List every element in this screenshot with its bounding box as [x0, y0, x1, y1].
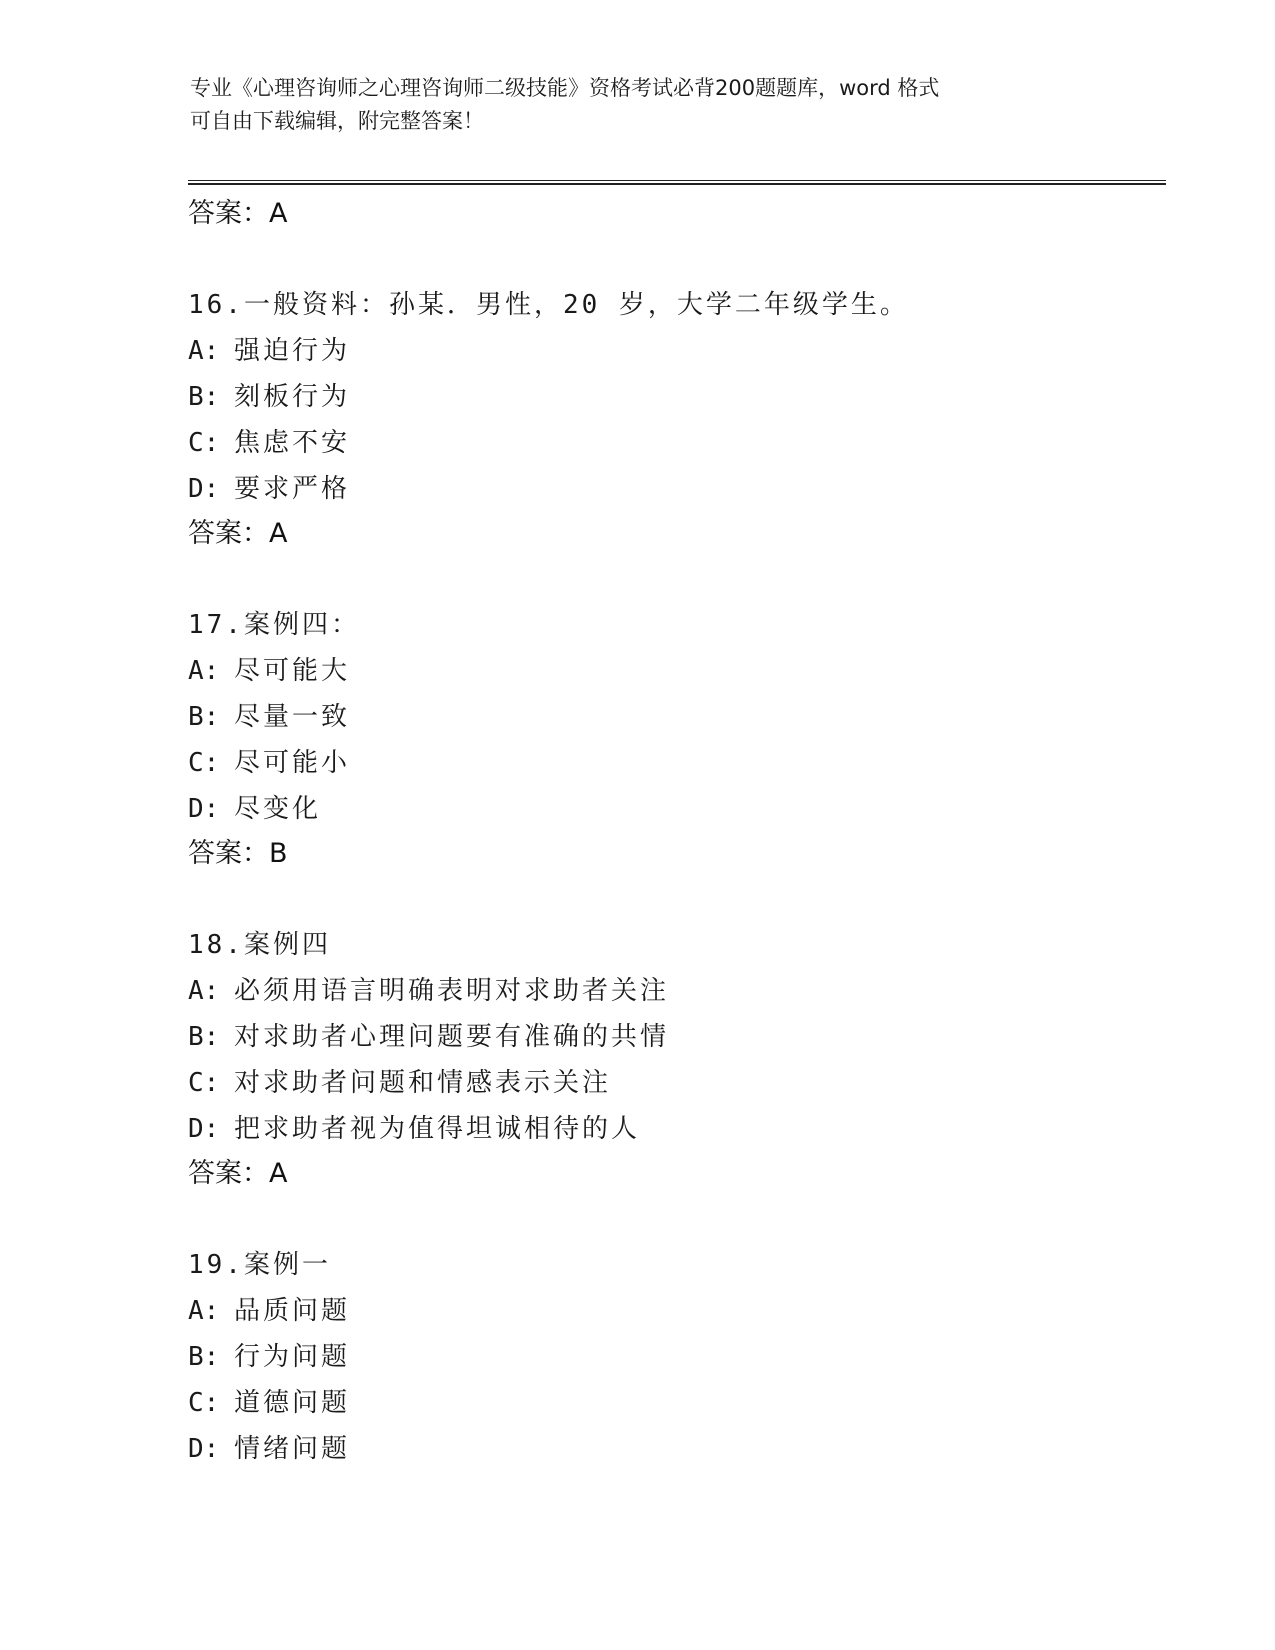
option-letter: C:: [188, 748, 220, 778]
answer-line: 答案：B: [188, 838, 288, 869]
previous-answer: 答案：A: [188, 198, 288, 229]
option-d: [188, 786, 1168, 832]
option-text: 刻板行为: [234, 382, 351, 412]
header-divider: [188, 180, 1166, 185]
document-header: [190, 72, 1090, 138]
question-block: [188, 922, 1168, 1198]
option-text: 尽量一致: [234, 702, 351, 732]
option-text: 行为问题: [234, 1342, 351, 1372]
option-letter: D:: [188, 474, 220, 504]
option-c: [188, 1060, 1168, 1106]
question-title: 16.一般资料：孙某．男性，20 岁，大学二年级学生。: [188, 290, 909, 320]
option-text: 尽可能小: [234, 748, 351, 778]
question-title: 17.案例四：: [188, 610, 360, 640]
answer-line: 答案：A: [188, 518, 288, 549]
option-a: [188, 1288, 1168, 1334]
question-list: [188, 192, 1168, 1472]
option-letter: A:: [188, 656, 220, 686]
option-b: [188, 694, 1168, 740]
option-letter: B:: [188, 1022, 220, 1052]
option-letter: D:: [188, 794, 220, 824]
option-b: [188, 374, 1168, 420]
option-text: 品质问题: [234, 1296, 351, 1326]
option-d: [188, 1426, 1168, 1472]
option-c: [188, 420, 1168, 466]
question-block: [188, 602, 1168, 878]
option-letter: D:: [188, 1434, 220, 1464]
option-letter: A:: [188, 976, 220, 1006]
option-b: [188, 1014, 1168, 1060]
option-d: [188, 1106, 1168, 1152]
question-title: 18.案例四: [188, 930, 331, 960]
question-title: 19.案例一: [188, 1250, 331, 1280]
option-a: [188, 648, 1168, 694]
option-text: 尽可能大: [234, 656, 351, 686]
option-letter: C:: [188, 428, 220, 458]
option-letter: B:: [188, 382, 220, 412]
option-b: [188, 1334, 1168, 1380]
option-text: 把求助者视为值得坦诚相待的人: [234, 1114, 641, 1144]
option-letter: B:: [188, 1342, 220, 1372]
option-text: 要求严格: [234, 474, 351, 504]
option-a: [188, 328, 1168, 374]
option-letter: C:: [188, 1068, 220, 1098]
option-text: 对求助者心理问题要有准确的共情: [234, 1022, 670, 1052]
option-text: 道德问题: [234, 1388, 351, 1418]
header-line-2: 可自由下载编辑，附完整答案！: [190, 109, 484, 133]
option-d: [188, 466, 1168, 512]
option-letter: D:: [188, 1114, 220, 1144]
option-letter: A:: [188, 336, 220, 366]
option-text: 对求助者问题和情感表示关注: [234, 1068, 612, 1098]
option-c: [188, 1380, 1168, 1426]
option-text: 焦虑不安: [234, 428, 351, 458]
header-line-1: 专业《心理咨询师之心理咨询师二级技能》资格考试必背200题题库，word 格式: [190, 76, 940, 100]
option-letter: A:: [188, 1296, 220, 1326]
question-block: [188, 1242, 1168, 1472]
option-letter: C:: [188, 1388, 220, 1418]
question-block: [188, 282, 1168, 558]
option-a: [188, 968, 1168, 1014]
option-text: 必须用语言明确表明对求助者关注: [234, 976, 670, 1006]
option-text: 尽变化: [234, 794, 322, 824]
option-text: 强迫行为: [234, 336, 351, 366]
option-c: [188, 740, 1168, 786]
answer-line: 答案：A: [188, 1158, 288, 1189]
option-letter: B:: [188, 702, 220, 732]
option-text: 情绪问题: [234, 1434, 351, 1464]
